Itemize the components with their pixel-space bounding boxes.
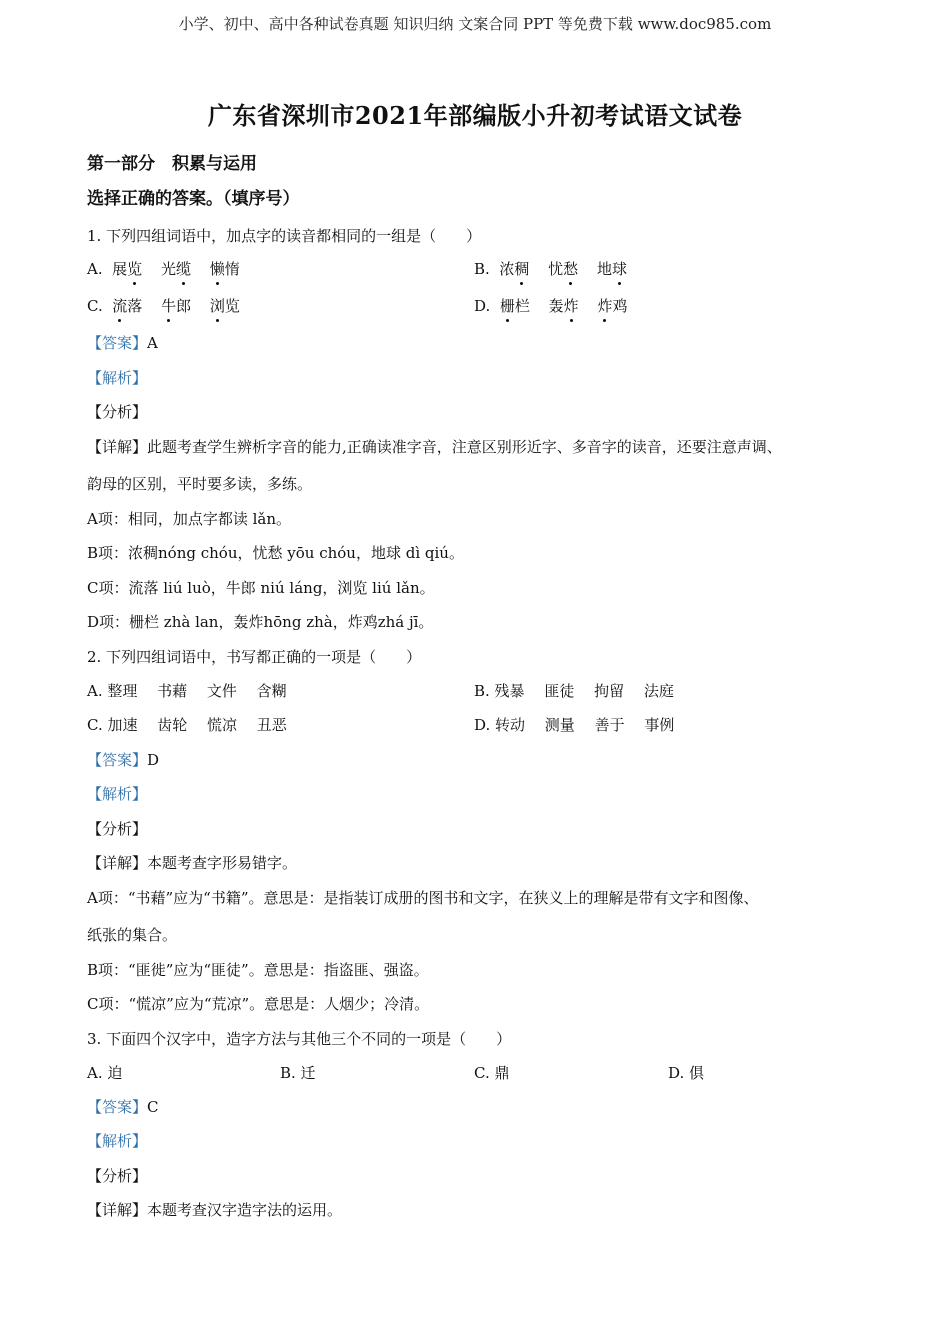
q2-option-c: C. 加速 齿轮 慌凉 丑恶 (87, 716, 287, 734)
page-title: 广东省深圳市2021年部编版小升初考试语文试卷 (207, 101, 743, 130)
q2-fenxi: 【分析】 (87, 820, 148, 838)
q3-jiexi: 【解析】 (87, 1132, 148, 1150)
q3-detail: 【详解】本题考查汉字造字法的运用。 (87, 1201, 343, 1219)
q1-detail-1: 【详解】此题考查学生辨析字音的能力,正确读准字音，注意区别形近字、多音字的读音，还要注意声调、 (87, 438, 782, 456)
q1-option-c: C. 流落 牛郎 浏览 (87, 297, 240, 315)
q2-stem: 2. 下列四组词语中，书写都正确的一项是（ ） (87, 648, 422, 666)
q1-option-b: B. 浓稠 忧愁 地球 (474, 260, 627, 278)
q2-answer: 【答案】D (87, 751, 160, 769)
q2-b-explain: B项：“匪徙”应为“匪徒”。意思是：指盗匪、强盗。 (87, 961, 429, 979)
q2-option-a: A. 整理 书藉 文件 含糊 (87, 682, 287, 700)
q1-jiexi: 【解析】 (87, 369, 148, 387)
part-heading: 第一部分 积累与运用 (87, 154, 257, 174)
q1-d-explain: D项：栅栏 zhà lan，轰炸hōng zhà，炸鸡zhá jī。 (87, 613, 434, 631)
q2-a-explain-2: 纸张的集合。 (87, 926, 178, 944)
q2-c-explain: C项：“慌凉”应为“荒凉”。意思是：人烟少；冷清。 (87, 995, 430, 1013)
q3-option-b: B. 迁 (280, 1064, 316, 1082)
q2-jiexi: 【解析】 (87, 785, 148, 803)
q2-detail: 【详解】本题考查字形易错字。 (87, 854, 298, 872)
q1-detail-2: 韵母的区别，平时要多读，多练。 (87, 475, 313, 493)
q3-answer: 【答案】C (87, 1098, 159, 1116)
q1-b-explain: B项：浓稠nóng chóu，忧愁 yōu chóu，地球 dì qiú。 (87, 544, 464, 562)
q3-option-d: D. 俱 (668, 1064, 705, 1082)
q3-fenxi: 【分析】 (87, 1167, 148, 1185)
q2-a-explain-1: A项：“书藉”应为“书籍”。意思是：是指装订成册的图书和文字，在狭义上的理解是带有文字和图像、 (87, 889, 759, 907)
page-header: 小学、初中、高中各种试卷真题 知识归纳 文案合同 PPT 等免费下载 www.doc985.com (178, 15, 772, 33)
q3-stem: 3. 下面四个汉字中，造字方法与其他三个不同的一项是（ ） (87, 1030, 512, 1048)
q1-fenxi: 【分析】 (87, 403, 148, 421)
q1-option-a: A. 展览 光缆 懒惰 (87, 260, 240, 278)
q1-a-explain: A项：相同，加点字都读 lǎn。 (87, 510, 292, 528)
q3-option-c: C. 鼎 (474, 1064, 510, 1082)
q1-stem: 1. 下列四组词语中，加点字的读音都相同的一组是（ ） (87, 227, 482, 245)
section-heading: 选择正确的答案。（填序号） (87, 189, 300, 209)
q1-c-explain: C项：流落 liú luò，牛郎 niú láng，浏览 liú lǎn。 (87, 579, 435, 597)
q2-option-d: D. 转动 测量 善于 事例 (474, 716, 675, 734)
q1-option-d: D. 栅栏 轰炸 炸鸡 (474, 297, 628, 315)
q1-answer: 【答案】A (87, 334, 158, 352)
q3-option-a: A. 迫 (87, 1064, 123, 1082)
q2-option-b: B. 残暴 匪徒 拘留 法庭 (474, 682, 674, 700)
